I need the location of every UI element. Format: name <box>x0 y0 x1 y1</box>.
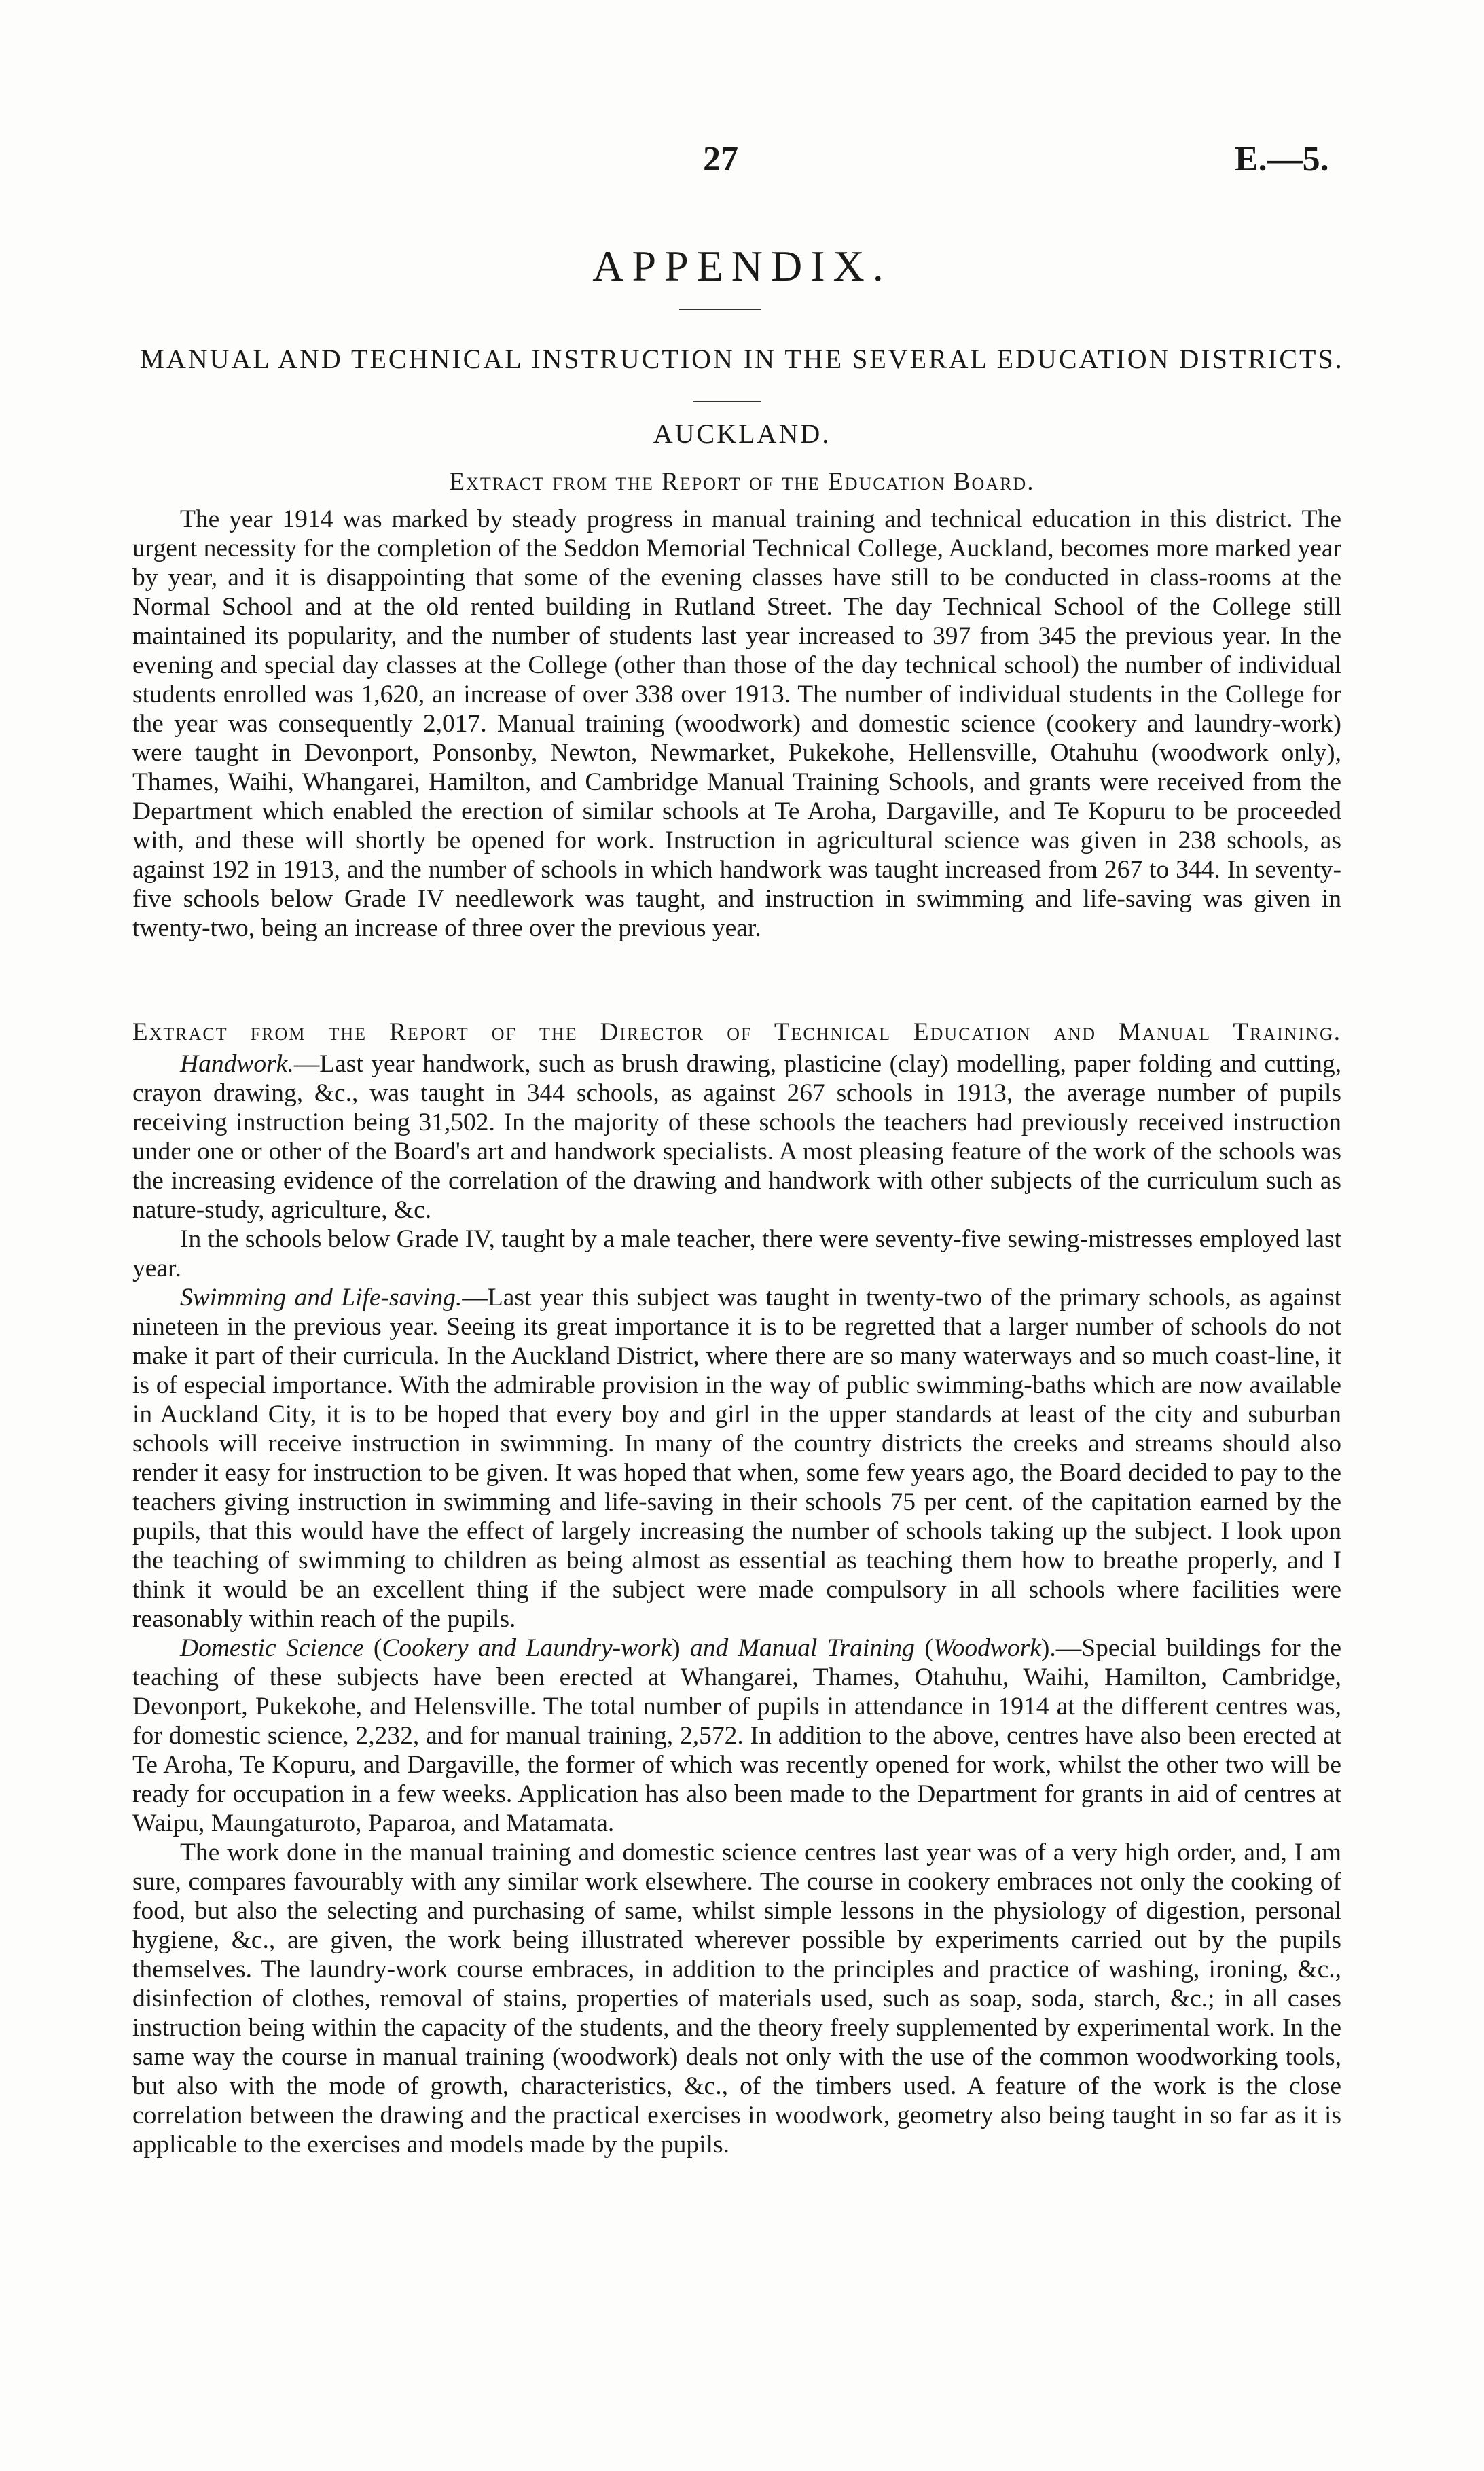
board-extract-body <box>132 505 1341 943</box>
side-heading: Cookery and Laundry-work <box>382 1634 672 1662</box>
section-heading-board: Extract from the Report of the Education Board. <box>449 468 1035 496</box>
side-heading: Handwork. <box>180 1050 294 1078</box>
page-title: APPENDIX. <box>592 242 892 290</box>
side-heading: Woodwork <box>933 1634 1041 1662</box>
district-heading: AUCKLAND. <box>653 418 831 449</box>
document-reference: E.—5. <box>1235 140 1329 179</box>
side-heading: Domestic Science <box>180 1634 364 1662</box>
paragraph-sewing: In the schools below Grade IV, taught by a male teacher, there were seventy-five sewing-mistresses employed last year. <box>132 1225 1341 1282</box>
paragraph-text: —Special buildings for the teaching of these subjects have been erected at Whangarei, Thames, Otahuhu, Waihi, Hamilton, Cambridge, Devonport, Pukekohe, and Helensville. The total number of pupils in attendance in 1914 at the different centres was, for domestic science, 2,232, and for manual training, 2,572. In addition to the above, centres have also been erected at Te Aroha, Te Kopuru, and Dargaville, the former of which was recently opened for work, whilst the other two will be ready for occupation in a few weeks. Application has also been made to the Department for grants in aid of centres at Waipu, Maungaturoto, Paparoa, and Matamata. <box>132 1634 1341 1837</box>
divider <box>693 401 761 402</box>
paragraph-handwork <box>132 1049 1341 1225</box>
page-subtitle: MANUAL AND TECHNICAL INSTRUCTION IN THE SEVERAL EDUCATION DISTRICTS. <box>140 344 1344 374</box>
section-heading-director: Extract from the Report of the Director of Technical Education and Manual Training. <box>132 1018 1341 1046</box>
divider <box>679 309 761 310</box>
side-heading: and Manual Training <box>690 1634 915 1662</box>
paragraph-swimming <box>132 1283 1341 1634</box>
side-heading: Swimming and Life-saving. <box>180 1284 463 1312</box>
page-number: 27 <box>703 140 738 179</box>
paragraph-text: —Last year handwork, such as brush drawing, plasticine (clay) modelling, paper folding and cutting, crayon drawing, &c., was taught in 344 schools, as against 267 schools in 1913, the average number of pupils receiving instruction being 31,502. In the majority of these schools the teachers had previously received instruction under one or other of the Board's art and handwork specialists. A most pleasing feature of the work of the schools was the increasing evidence of the correlation of the drawing and handwork with other subjects of the curriculum such as nature-study, agriculture, &c. <box>132 1050 1341 1224</box>
director-extract-body <box>132 1049 1341 2159</box>
paragraph-domestic: Domestic Science (Cookery and Laundry-work) and Manual Training (Woodwork).—Special buildings for the teaching of these subjects have been erected at Whangarei, Thames, Otahuhu, Waihi, Hamilton, Cambridge, Devonport, Pukekohe, and Helensville. The total number of pupils in attendance in 1914 at the different centres was, for domestic science, 2,232, and for manual training, 2,572. In addition to the above, centres have also been erected at Te Aroha, Te Kopuru, and Dargaville, the former of which was recently opened for work, whilst the other two will be ready for occupation in a few weeks. Application has also been made to the Department for grants in aid of centres at Waipu, Maungaturoto, Paparoa, and Matamata. <box>132 1634 1341 1837</box>
paragraph: The year 1914 was marked by steady progress in manual training and technical education in this district. The urgent necessity for the completion of the Seddon Memorial Technical College, Auckland, becomes more marked year by year, and it is disappointing that some of the evening classes have still to be conducted in class-rooms at the Normal School and at the old rented building in Rutland Street. The day Technical School of the College still maintained its popularity, and the number of students last year increased to 397 from 345 the previous year. In the evening and special day classes at the College (other than those of the day technical school) the number of individual students enrolled was 1,620, an increase of over 338 over 1913. The number of individual students in the College for the year was consequently 2,017. Manual training (woodwork) and domestic science (cookery and laundry-work) were taught in Devonport, Ponsonby, Newton, Newmarket, Pukekohe, Hellensville, Otahuhu (woodwork only), Thames, Waihi, Whangarei, Hamilton, and Cambridge Manual Training Schools, and grants were received from the Department which enabled the erection of similar schools at Te Aroha, Dargaville, and Te Kopuru to be proceeded with, and these will shortly be opened for work. Instruction in agricultural science was given in 238 schools, as against 192 in 1913, and the number of schools in which handwork was taught increased from 267 to 344. In seventy-five schools below Grade IV needlework was taught, and instruction in swimming and life-saving was given in twenty-two, being an increase of three over the previous year. <box>132 505 1341 942</box>
paragraph-work: The work done in the manual training and domestic science centres last year was of a very high order, and, I am sure, compares favourably with any similar work elsewhere. The course in cookery embraces not only the cooking of food, but also the selecting and purchasing of same, whilst simple lessons in the physiology of digestion, personal hygiene, &c., are given, the work being illustrated wherever possible by experiments carried out by the pupils themselves. The laundry-work course embraces, in addition to the principles and practice of washing, ironing, &c., disinfection of clothes, removal of stains, properties of materials used, such as soap, soda, starch, &c.; in all cases instruction being within the capacity of the students, and the theory freely supplemented by experimental work. In the same way the course in manual training (woodwork) deals not only with the use of the common woodworking tools, but also with the mode of growth, characteristics, &c., of the timbers used. A feature of the work is the close correlation between the drawing and the practical exercises in woodwork, geometry also being taught in so far as it is applicable to the exercises and models made by the pupils. <box>132 1839 1341 2159</box>
paragraph-text: —Last year this subject was taught in twenty-two of the primary schools, as against nineteen in the previous year. Seeing its great importance it is to be regretted that a larger number of schools do not make it part of their curricula. In the Auckland District, where there are so many waterways and so much coast-line, it is of especial importance. With the admirable provision in the way of public swimming-baths which are now available in Auckland City, it is to be hoped that every boy and girl in the upper standards at least of the city and suburban schools will receive instruction in swimming. In many of the country districts the creeks and streams should also render it easy for instruction to be given. It was hoped that when, some few years ago, the Board decided to pay to the teachers giving instruction in swimming and life-saving in their schools 75 per cent. of the capitation earned by the pupils, that this would have the effect of largely increasing the number of schools taking up the subject. I look upon the teaching of swimming to children as being almost as essential as teaching them how to breathe properly, and I think it would be an excellent thing if the subject were made compulsory in all schools where facilities were reasonably within reach of the pupils. <box>132 1284 1341 1633</box>
